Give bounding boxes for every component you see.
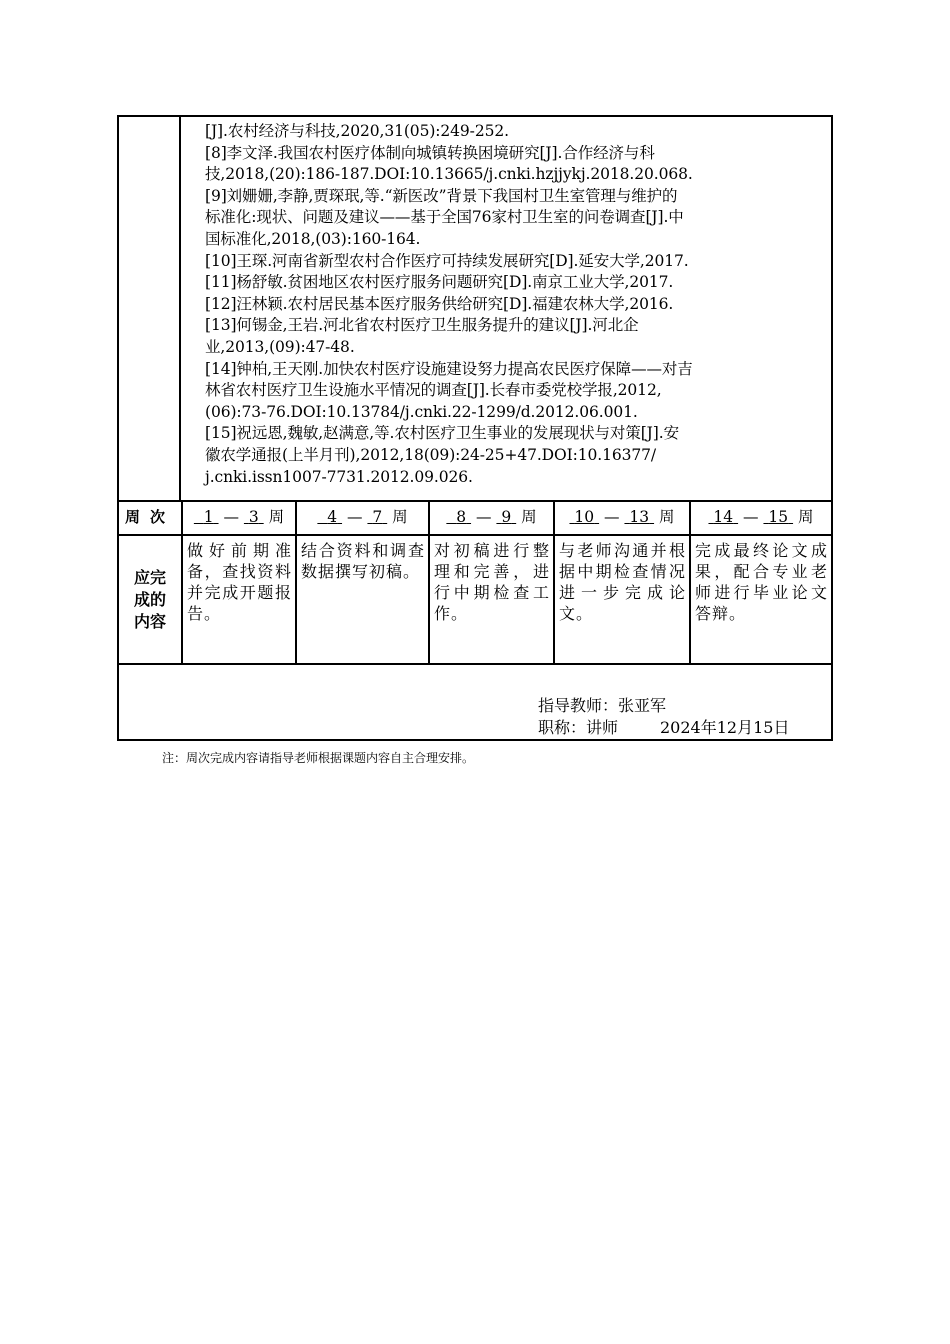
week-end: 15: [768, 508, 789, 526]
week-unit: 周: [798, 508, 814, 526]
week-unit: 周: [659, 508, 675, 526]
reference-line: 林省农村医疗卫生设施水平情况的调查[J].长春市委党校学报,2012,: [205, 381, 662, 400]
week-end: 7: [372, 508, 383, 526]
week-unit: 周: [392, 508, 408, 526]
week-dash: —: [475, 508, 492, 526]
week-range-5: [689, 500, 831, 534]
reference-line: [J].农村经济与科技,2020,31(05):249-252.: [205, 122, 509, 140]
content-label: [119, 534, 181, 663]
reference-line: j.cnki.issn1007-7731.2012.09.026.: [205, 467, 473, 486]
reference-line: [14]钟柏,王天刚.加快农村医疗设施建设努力提高农民医疗保障——对吉: [205, 359, 693, 378]
advisor-title: 职称：讲师: [538, 718, 619, 737]
reference-list: [205, 121, 829, 488]
reference-line: 标准化:现状、问题及建议——基于全国76家村卫生室的问卷调查[J].中: [205, 208, 684, 227]
week-dash: —: [346, 508, 363, 526]
reference-line: [13]何锡金,王岩.河北省农村医疗卫生服务提升的建议[J].河北企: [205, 316, 639, 335]
content-row: [119, 534, 831, 665]
content-cell-4: 与老师沟通并根据中期检查情况进一步完成论文。: [553, 534, 689, 663]
advisor-name: 指导教师：张亚军: [538, 696, 667, 715]
content-label-line: 内容: [133, 612, 166, 631]
reference-line: 徽农学通报(上半月刊),2012,18(09):24-25+47.DOI:10.16377/: [205, 445, 657, 464]
week-range-1: [181, 500, 295, 534]
content-cell-1: 做好前期准备，查找资料并完成开题报告。: [181, 534, 295, 663]
reference-line: 技,2018,(20):186-187.DOI:10.13665/j.cnki.hzjjykj.2018.20.068.: [205, 165, 693, 184]
week-range-2: [295, 500, 428, 534]
content-cell-2: 结合资料和调查数据撰写初稿。: [295, 534, 428, 663]
reference-line: [10]王琛.河南省新型农村合作医疗可持续发展研究[D].延安大学,2017.: [205, 251, 689, 270]
week-row: [119, 500, 831, 536]
reference-line: 业,2013,(09):47-48.: [205, 337, 355, 356]
task-table: [117, 115, 833, 741]
content-label-line: 成的: [133, 590, 166, 609]
reference-line: (06):73-76.DOI:10.13784/j.cnki.22-1299/d.2012.06.001.: [205, 402, 638, 421]
week-range-4: [553, 500, 689, 534]
reference-line: [11]杨舒敏.贫困地区农村医疗服务问题研究[D].南京工业大学,2017.: [205, 273, 674, 292]
week-dash: —: [604, 508, 620, 526]
content-label-line: 应完: [133, 568, 166, 587]
references-row: [119, 117, 831, 502]
content-cell-5: 完成最终论文成果，配合专业老师进行毕业论文答辩。: [689, 534, 831, 663]
reference-line: [9]刘姗姗,李静,贾琛珉,等.“新医改”背景下我国村卫生室管理与维护的: [205, 186, 678, 205]
signature-date: 2024年12月15日: [660, 718, 790, 737]
content-cell-3: 对初稿进行整理和完善，进行中期检查工作。: [428, 534, 553, 663]
week-dash: —: [223, 508, 239, 526]
reference-line: [12]汪林颖.农村居民基本医疗服务供给研究[D].福建农林大学,2016.: [205, 294, 674, 313]
week-end: 3: [248, 508, 259, 526]
reference-line: [8]李文泽.我国农村医疗体制向城镇转换困境研究[J].合作经济与科: [205, 143, 655, 162]
week-start: 4: [327, 508, 338, 526]
reference-line: 国标准化,2018,(03):160-164.: [205, 229, 421, 248]
footnote: 注：周次完成内容请指导老师根据课题内容自主合理安排。: [162, 751, 475, 765]
week-unit: 周: [268, 508, 285, 526]
week-end: 13: [629, 508, 650, 526]
week-range-3: [428, 500, 553, 534]
week-label: 周次: [124, 508, 175, 526]
week-unit: 周: [521, 508, 537, 526]
week-end: 9: [501, 508, 512, 526]
week-start: 10: [574, 508, 595, 526]
week-start: 1: [203, 508, 214, 526]
week-start: 8: [456, 508, 467, 526]
week-start: 14: [713, 508, 734, 526]
week-dash: —: [743, 508, 759, 526]
signature-row: [119, 663, 831, 739]
reference-line: [15]祝远恩,魏敏,赵满意,等.农村医疗卫生事业的发展现状与对策[J].安: [205, 424, 679, 443]
references-label-cell: [119, 117, 181, 500]
